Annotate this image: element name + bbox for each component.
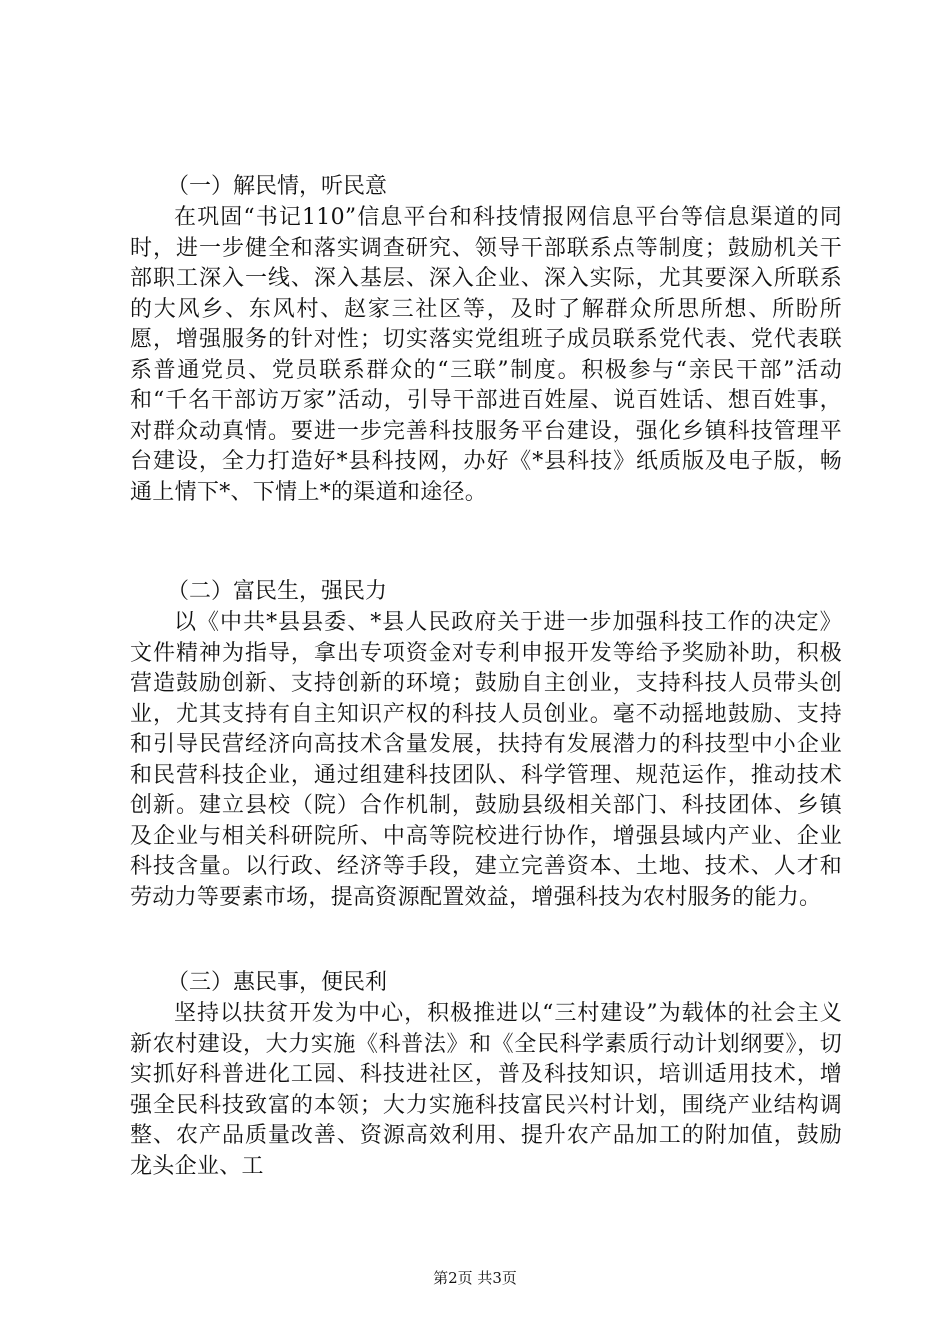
page-number-footer: 第2页 共3页 — [433, 1269, 517, 1287]
section-paragraph-1: 在巩固“书记110”信息平台和科技情报网信息平台等信息渠道的同时，进一步健全和落实调查研究、领导干部联系点等制度；鼓励机关干部职工深入一线、深入基层、深入企业、深入实际，尤其要深入所联系的大风乡、东风村、赵家三社区等，及时了解群众所思所想、所盼所愿，增强服务的针对性；切实落实党组班子成员联系党代表、党代表联系普通党员、党员联系群众的“三联”制度。积极参与“亲民干部”活动和“千名干部访万家”活动，引导干部进百姓屋、说百姓话、想百姓事，对群众动真情。要进一步完善科技服务平台建设，强化乡镇科技管理平台建设，全力打造好*县科技网，办好《*县科技》纸质版及电子版，畅通上情下*、下情上*的渠道和途径。 — [130, 205, 842, 505]
section-heading-3: （三）惠民事，便民利 — [167, 970, 388, 995]
section-paragraph-3: 坚持以扶贫开发为中心，积极推进以“三村建设”为载体的社会主义新农村建设，大力实施《科普法》和《全民科学素质行动计划纲要》，切实抓好科普进化工园、科技进社区，普及科技知识，培训适用技术，增强全民科技致富的本领；大力实施科技富民兴村计划，围绕产业结构调整、农产品质量改善、资源高效利用、提升农产品加工的附加值，鼓励龙头企业、工 — [130, 1001, 842, 1179]
section-paragraph-2: 以《中共*县县委、*县人民政府关于进一步加强科技工作的决定》文件精神为指导，拿出专项资金对专利申报开发等给予奖励补助，积极营造鼓励创新、支持创新的环境；鼓励自主创业，支持科技人员带头创业，尤其支持有自主知识产权的科技人员创业。毫不动摇地鼓励、支持和引导民营经济向高技术含量发展，扶持有发展潜力的科技型中小企业和民营科技企业，通过组建科技团队、科学管理、规范运作，推动技术创新。建立县校（院）合作机制，鼓励县级相关部门、科技团体、乡镇及企业与相关科研院所、中高等院校进行协作，增强县域内产业、企业科技含量。以行政、经济等手段，建立完善资本、土地、技术、人才和劳动力等要素市场，提高资源配置效益，增强科技为农村服务的能力。 — [130, 610, 842, 910]
section-heading-1: （一）解民情，听民意 — [167, 174, 388, 199]
section-heading-2: （二）富民生，强民力 — [167, 579, 388, 604]
